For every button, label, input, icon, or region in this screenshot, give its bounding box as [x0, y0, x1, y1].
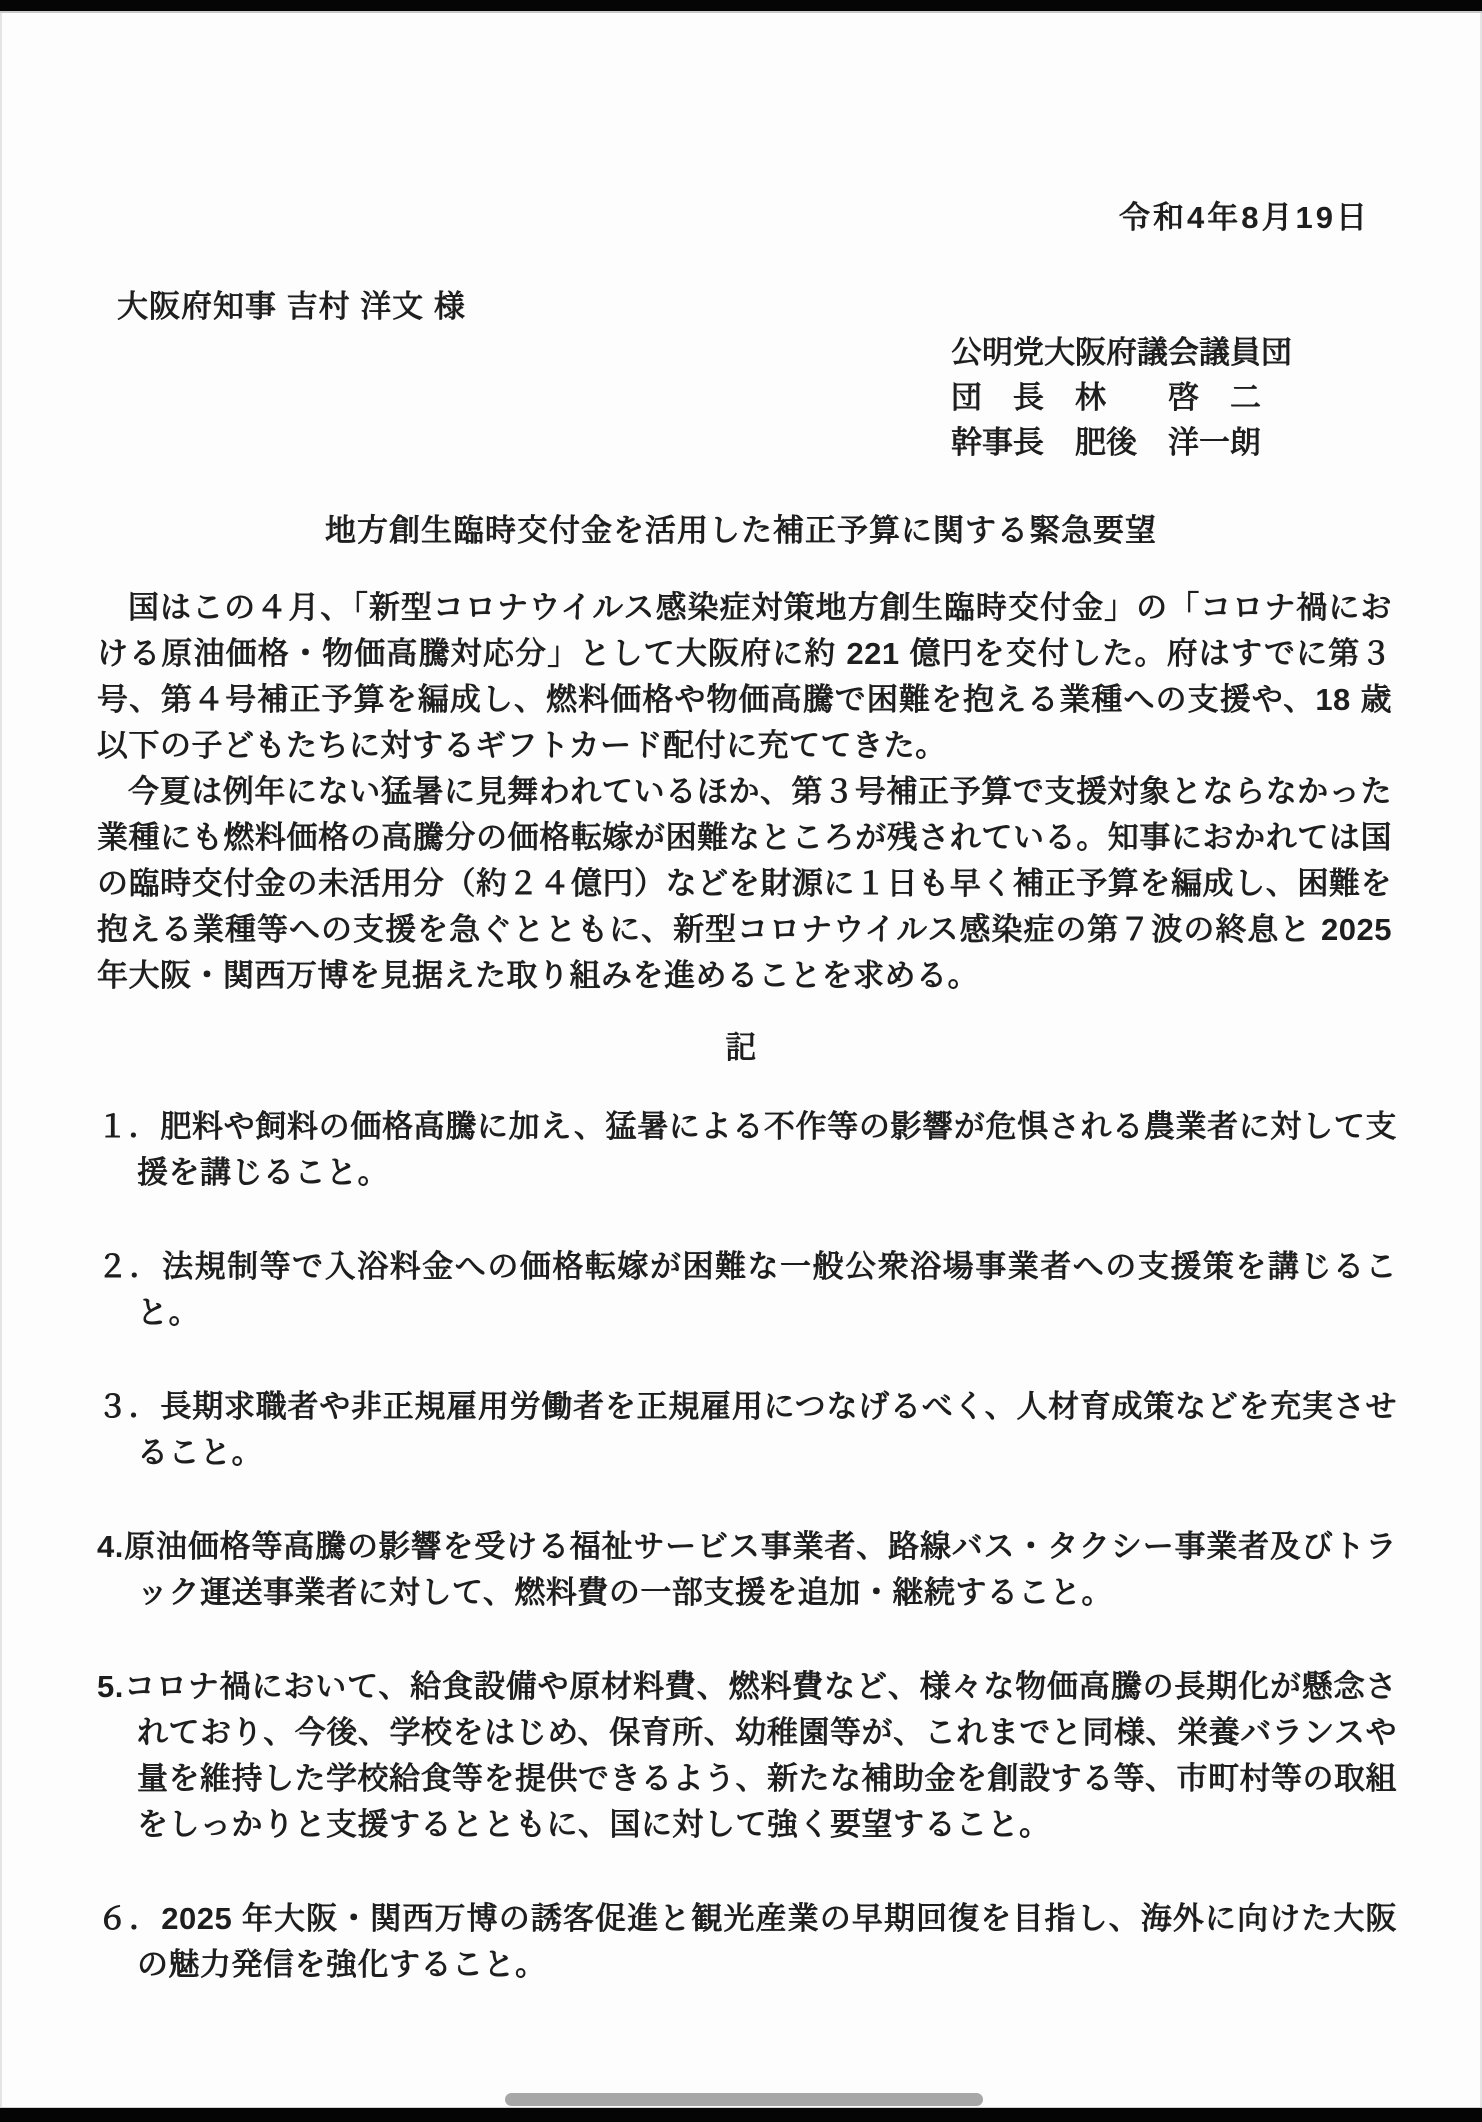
request-item-5	[97, 1664, 1397, 1848]
item-number: ３．	[97, 1389, 161, 1424]
section-marker-ki: 記	[725, 1030, 757, 1065]
item-text: 肥料や飼料の価格高騰に加え、猛暑による不作等の影響が危惧される農業者に対して支援を講じること。	[137, 1109, 1398, 1190]
body-paragraph-1: 国はこの４月、「新型コロナウイルス感染症対策地方創生臨時交付金」の「コロナ禍における原油価格・物価高騰対応分」として大阪府に約 221 億円を交付した。府はすでに第３号、第４号補正予算を編成し、燃料価格や物価高騰で困難を抱える業種への支援や、18 歳以下の子どもたちに対するギフトカード配付に充ててきた。	[97, 590, 1392, 763]
item-number: １．	[97, 1109, 161, 1144]
sender-leader-line: 団 長 林 啓 二	[951, 380, 1261, 415]
request-item-3	[97, 1384, 1397, 1476]
item-text: 原油価格等高騰の影響を受ける福祉サービス事業者、路線バス・タクシー事業者及びトラック運送事業者に対して、燃料費の一部支援を追加・継続すること。	[123, 1529, 1397, 1610]
bottom-bezel-bar	[0, 2107, 1482, 2122]
item-number: 4.	[97, 1529, 124, 1564]
home-indicator-handle[interactable]	[505, 2093, 983, 2106]
request-item-2	[97, 1244, 1397, 1336]
item-text: 長期求職者や非正規雇用労働者を正規雇用につなげるべく、人材育成策などを充実させること。	[137, 1389, 1398, 1470]
document-body	[97, 585, 1392, 999]
document-date: 令和4年8月19日	[1119, 200, 1370, 235]
sender-secretary-line: 幹事長 肥後 洋一朗	[951, 425, 1261, 460]
top-bezel-bar	[0, 0, 1482, 13]
item-text: 2025 年大阪・関西万博の誘客促進と観光産業の早期回復を目指し、海外に向けた大阪の魅力発信を強化すること。	[137, 1901, 1398, 1982]
recipient-line: 大阪府知事 吉村 洋文 様	[117, 289, 466, 324]
item-text: 法規制等で入浴料金への価格転嫁が困難な一般公衆浴場事業者への支援策を講じること。	[137, 1249, 1398, 1330]
item-number: ６．	[97, 1901, 162, 1936]
sender-organization: 公明党大阪府議会議員団	[951, 335, 1292, 370]
request-item-1	[97, 1104, 1397, 1196]
item-number: 5.	[97, 1669, 124, 1704]
sender-block	[951, 330, 1292, 465]
document-title: 地方創生臨時交付金を活用した補正予算に関する緊急要望	[325, 513, 1157, 548]
item-text: コロナ禍において、給食設備や原材料費、燃料費など、様々な物価高騰の長期化が懸念されており、今後、学校をはじめ、保育所、幼稚園等が、これまでと同様、栄養バランスや量を維持した学校給食等を提供できるよう、新たな補助金を創設する等、市町村等の取組をしっかりと支援するとともに、国に対して強く要望すること。	[123, 1669, 1397, 1842]
request-item-list	[97, 1104, 1397, 2036]
request-item-6	[97, 1896, 1397, 1988]
item-number: ２．	[97, 1249, 163, 1284]
request-item-4	[97, 1524, 1397, 1616]
body-paragraph-2: 今夏は例年にない猛暑に見舞われているほか、第３号補正予算で支援対象とならなかった業種にも燃料価格の高騰分の価格転嫁が困難なところが残されている。知事におかれては国の臨時交付金の未活用分（約２４億円）などを財源に１日も早く補正予算を編成し、困難を抱える業種等への支援を急ぐとともに、新型コロナウイルス感染症の第７波の終息と 2025 年大阪・関西万博を見据えた取り組みを進めることを求める。	[97, 774, 1392, 993]
